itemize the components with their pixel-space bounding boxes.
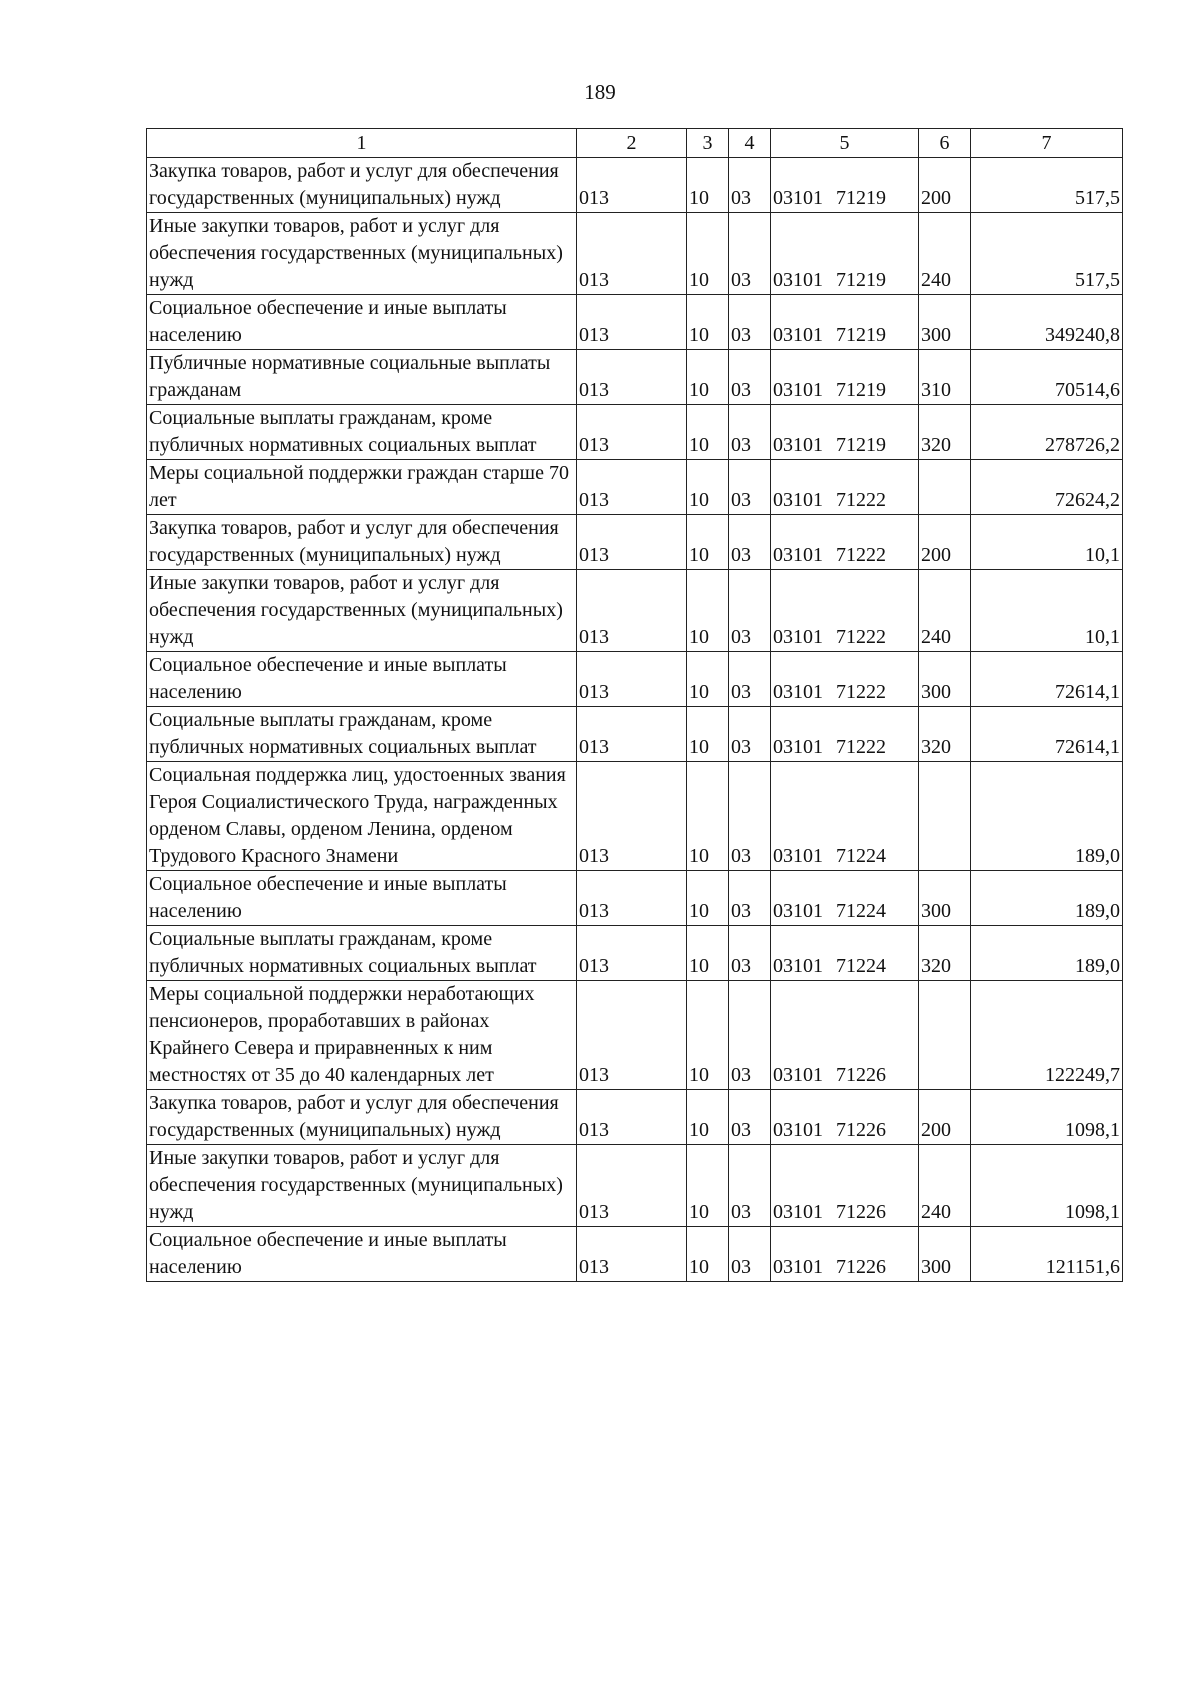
row-rz-cell: 10 — [687, 158, 729, 213]
row-vr-cell: 300 — [919, 871, 971, 926]
table-row — [147, 652, 1123, 707]
row-vr-cell: 200 — [919, 158, 971, 213]
row-rz-cell: 10 — [687, 652, 729, 707]
row-vr-cell: 200 — [919, 1090, 971, 1145]
row-sum-cell: 349240,8 — [971, 295, 1123, 350]
table-row — [147, 762, 1123, 871]
table-row — [147, 707, 1123, 762]
table-body — [147, 158, 1123, 1282]
row-name-cell: Иные закупки товаров, работ и услуг для обеспечения государственных (муниципальных) нужд — [147, 1145, 577, 1227]
row-sum-cell: 517,5 — [971, 213, 1123, 295]
row-pr-cell: 03 — [729, 570, 771, 652]
row-sum-cell: 10,1 — [971, 570, 1123, 652]
row-name-cell: Меры социальной поддержки неработающих пенсионеров, проработавших в районах Крайнего Севера и приравненных к ним местностях от 35 до 40 календарных лет — [147, 981, 577, 1090]
row-vr-cell: 300 — [919, 652, 971, 707]
row-pr-cell: 03 — [729, 926, 771, 981]
row-vr-cell: 300 — [919, 1227, 971, 1282]
row-name-cell: Закупка товаров, работ и услуг для обеспечения государственных (муниципальных) нужд — [147, 515, 577, 570]
header-row — [147, 129, 1123, 158]
row-vr-cell: 200 — [919, 515, 971, 570]
row-pr-cell: 03 — [729, 460, 771, 515]
row-sum-cell: 189,0 — [971, 762, 1123, 871]
row-pr-cell: 03 — [729, 158, 771, 213]
row-vr-cell: 240 — [919, 1145, 971, 1227]
row-pr-cell: 03 — [729, 1227, 771, 1282]
table-row — [147, 871, 1123, 926]
row-sum-cell: 121151,6 — [971, 1227, 1123, 1282]
row-pr-cell: 03 — [729, 707, 771, 762]
row-pr-cell: 03 — [729, 213, 771, 295]
row-ved-cell: 013 — [577, 981, 687, 1090]
row-sum-cell: 72614,1 — [971, 652, 1123, 707]
row-sum-cell: 189,0 — [971, 871, 1123, 926]
row-ved-cell: 013 — [577, 570, 687, 652]
budget-table — [146, 128, 1123, 1282]
row-vr-cell: 240 — [919, 213, 971, 295]
row-csr-cell: 03101 71219 — [771, 295, 919, 350]
table-row — [147, 460, 1123, 515]
row-csr-cell: 03101 71224 — [771, 926, 919, 981]
table-row — [147, 1145, 1123, 1227]
row-ved-cell: 013 — [577, 515, 687, 570]
table-row — [147, 1227, 1123, 1282]
row-sum-cell: 189,0 — [971, 926, 1123, 981]
row-csr-cell: 03101 71222 — [771, 707, 919, 762]
table-row — [147, 926, 1123, 981]
row-rz-cell: 10 — [687, 350, 729, 405]
row-rz-cell: 10 — [687, 570, 729, 652]
row-csr-cell: 03101 71224 — [771, 871, 919, 926]
row-csr-cell: 03101 71222 — [771, 570, 919, 652]
row-sum-cell: 1098,1 — [971, 1145, 1123, 1227]
row-pr-cell: 03 — [729, 981, 771, 1090]
row-csr-cell: 03101 71222 — [771, 460, 919, 515]
row-vr-cell — [919, 981, 971, 1090]
row-csr-cell: 03101 71226 — [771, 981, 919, 1090]
row-rz-cell: 10 — [687, 405, 729, 460]
row-rz-cell: 10 — [687, 295, 729, 350]
row-sum-cell: 517,5 — [971, 158, 1123, 213]
row-ved-cell: 013 — [577, 295, 687, 350]
row-csr-cell: 03101 71226 — [771, 1090, 919, 1145]
row-ved-cell: 013 — [577, 213, 687, 295]
row-ved-cell: 013 — [577, 460, 687, 515]
row-ved-cell: 013 — [577, 1227, 687, 1282]
row-ved-cell: 013 — [577, 350, 687, 405]
row-rz-cell: 10 — [687, 926, 729, 981]
row-name-cell: Социальные выплаты гражданам, кроме публичных нормативных социальных выплат — [147, 405, 577, 460]
row-csr-cell: 03101 71222 — [771, 515, 919, 570]
row-name-cell: Социальные выплаты гражданам, кроме публичных нормативных социальных выплат — [147, 926, 577, 981]
row-ved-cell: 013 — [577, 707, 687, 762]
row-rz-cell: 10 — [687, 707, 729, 762]
row-name-cell: Закупка товаров, работ и услуг для обеспечения государственных (муниципальных) нужд — [147, 1090, 577, 1145]
row-vr-cell: 320 — [919, 926, 971, 981]
row-ved-cell: 013 — [577, 652, 687, 707]
row-vr-cell: 240 — [919, 570, 971, 652]
row-csr-cell: 03101 71224 — [771, 762, 919, 871]
row-rz-cell: 10 — [687, 1227, 729, 1282]
row-ved-cell: 013 — [577, 1090, 687, 1145]
row-ved-cell: 013 — [577, 871, 687, 926]
row-vr-cell — [919, 762, 971, 871]
row-name-cell: Социальные выплаты гражданам, кроме публичных нормативных социальных выплат — [147, 707, 577, 762]
table-row — [147, 570, 1123, 652]
row-vr-cell: 310 — [919, 350, 971, 405]
row-ved-cell: 013 — [577, 926, 687, 981]
row-csr-cell: 03101 71219 — [771, 158, 919, 213]
table-row — [147, 350, 1123, 405]
table-row — [147, 981, 1123, 1090]
header-cell: 7 — [971, 129, 1123, 158]
header-cell: 2 — [577, 129, 687, 158]
row-sum-cell: 70514,6 — [971, 350, 1123, 405]
row-sum-cell: 122249,7 — [971, 981, 1123, 1090]
page-number: 189 — [584, 80, 616, 104]
row-name-cell: Иные закупки товаров, работ и услуг для обеспечения государственных (муниципальных) нужд — [147, 570, 577, 652]
row-name-cell: Социальное обеспечение и иные выплаты населению — [147, 871, 577, 926]
row-pr-cell: 03 — [729, 405, 771, 460]
row-csr-cell: 03101 71222 — [771, 652, 919, 707]
table-row — [147, 1090, 1123, 1145]
row-vr-cell: 320 — [919, 405, 971, 460]
row-pr-cell: 03 — [729, 1145, 771, 1227]
row-name-cell: Социальная поддержка лиц, удостоенных звания Героя Социалистического Труда, награжденных орденом Славы, орденом Ленина, орденом Трудового Красного Знамени — [147, 762, 577, 871]
table-row — [147, 405, 1123, 460]
row-pr-cell: 03 — [729, 350, 771, 405]
row-rz-cell: 10 — [687, 981, 729, 1090]
row-ved-cell: 013 — [577, 405, 687, 460]
table-row — [147, 295, 1123, 350]
row-rz-cell: 10 — [687, 213, 729, 295]
row-name-cell: Социальное обеспечение и иные выплаты населению — [147, 1227, 577, 1282]
row-ved-cell: 013 — [577, 1145, 687, 1227]
header-cell: 6 — [919, 129, 971, 158]
table-row — [147, 515, 1123, 570]
row-pr-cell: 03 — [729, 762, 771, 871]
header-cell: 4 — [729, 129, 771, 158]
row-name-cell: Меры социальной поддержки граждан старше 70 лет — [147, 460, 577, 515]
row-vr-cell: 320 — [919, 707, 971, 762]
row-ved-cell: 013 — [577, 762, 687, 871]
header-cell: 1 — [147, 129, 577, 158]
row-ved-cell: 013 — [577, 158, 687, 213]
row-sum-cell: 72624,2 — [971, 460, 1123, 515]
row-pr-cell: 03 — [729, 871, 771, 926]
row-vr-cell — [919, 460, 971, 515]
row-name-cell: Закупка товаров, работ и услуг для обеспечения государственных (муниципальных) нужд — [147, 158, 577, 213]
row-name-cell: Публичные нормативные социальные выплаты гражданам — [147, 350, 577, 405]
row-rz-cell: 10 — [687, 1145, 729, 1227]
row-csr-cell: 03101 71219 — [771, 405, 919, 460]
row-rz-cell: 10 — [687, 871, 729, 926]
row-name-cell: Социальное обеспечение и иные выплаты населению — [147, 652, 577, 707]
table-row — [147, 158, 1123, 213]
row-rz-cell: 10 — [687, 762, 729, 871]
row-sum-cell: 72614,1 — [971, 707, 1123, 762]
row-rz-cell: 10 — [687, 515, 729, 570]
row-csr-cell: 03101 71226 — [771, 1145, 919, 1227]
row-name-cell: Социальное обеспечение и иные выплаты населению — [147, 295, 577, 350]
row-sum-cell: 278726,2 — [971, 405, 1123, 460]
row-sum-cell: 1098,1 — [971, 1090, 1123, 1145]
row-rz-cell: 10 — [687, 460, 729, 515]
header-cell: 3 — [687, 129, 729, 158]
row-pr-cell: 03 — [729, 295, 771, 350]
row-rz-cell: 10 — [687, 1090, 729, 1145]
row-csr-cell: 03101 71226 — [771, 1227, 919, 1282]
row-csr-cell: 03101 71219 — [771, 213, 919, 295]
header-cell: 5 — [771, 129, 919, 158]
table-row — [147, 213, 1123, 295]
row-vr-cell: 300 — [919, 295, 971, 350]
row-pr-cell: 03 — [729, 652, 771, 707]
row-sum-cell: 10,1 — [971, 515, 1123, 570]
row-pr-cell: 03 — [729, 515, 771, 570]
row-csr-cell: 03101 71219 — [771, 350, 919, 405]
row-pr-cell: 03 — [729, 1090, 771, 1145]
row-name-cell: Иные закупки товаров, работ и услуг для обеспечения государственных (муниципальных) нужд — [147, 213, 577, 295]
